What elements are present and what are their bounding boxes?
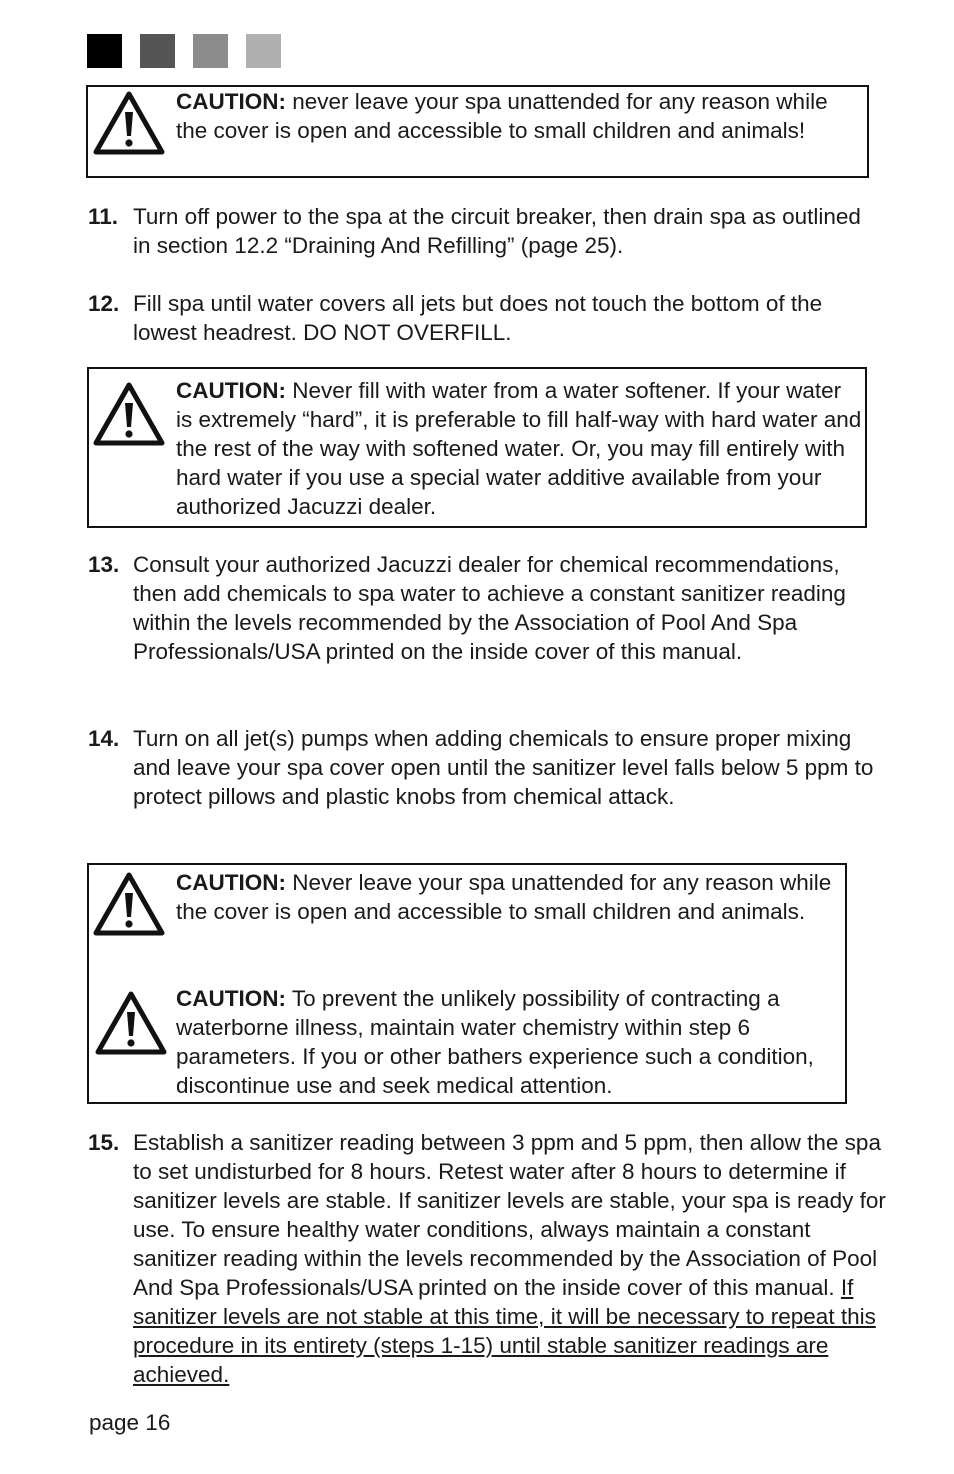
step-number: 12. bbox=[88, 291, 120, 316]
warning-triangle-icon bbox=[92, 381, 166, 447]
header-square-2 bbox=[140, 34, 175, 68]
header-square-3 bbox=[193, 34, 228, 68]
step-number: 11. bbox=[88, 204, 119, 229]
step-12 bbox=[88, 289, 878, 347]
warning-triangle-icon bbox=[92, 871, 166, 937]
step-number: 13. bbox=[88, 552, 120, 577]
step-text: Fill spa until water covers all jets but does not touch the bottom of the lowest headrest. DO NOT OVERFILL. bbox=[133, 291, 823, 345]
caution-text-4: CAUTION: To prevent the unlikely possibility of contracting a waterborne illness, maintain water chemistry within step 6 parameters. If you or other bathers experience such a condition, discontinue use and seek medical attention. bbox=[176, 986, 814, 1098]
step-13 bbox=[88, 550, 878, 666]
step-text: Consult your authorized Jacuzzi dealer for chemical recommendations, then add chemicals to spa water to achieve a constant sanitizer reading within the levels recommended by the Association of Pool And Spa Professionals/USA printed on the inside cover of this manual. bbox=[133, 552, 846, 664]
caution-label: CAUTION: bbox=[176, 378, 286, 403]
caution-text-3: CAUTION: Never leave your spa unattended for any reason while the cover is open and accessible to small children and animals. bbox=[176, 870, 832, 924]
caution-label: CAUTION: bbox=[176, 870, 286, 895]
step-number: 15. bbox=[88, 1130, 120, 1155]
caution-text-2: CAUTION: Never fill with water from a water softener. If your water is extremely “hard”, it is preferable to fill half-way with hard water and the rest of the way with softened water. Or, you may fill entirely with hard water if you use a special water additive available from your authorized Jacuzzi dealer. bbox=[176, 378, 862, 519]
header-square-1 bbox=[87, 34, 122, 68]
step-text: Turn off power to the spa at the circuit breaker, then drain spa as outlined in section 12.2 “Draining And Refilling” (page 25). bbox=[133, 204, 861, 258]
page-number: page 16 bbox=[89, 1410, 171, 1435]
step-text: Turn on all jet(s) pumps when adding chemicals to ensure proper mixing and leave your spa cover open until the sanitizer level falls below 5 ppm to protect pillows and plastic knobs from chemical attack. bbox=[133, 726, 874, 809]
step-15 bbox=[88, 1128, 888, 1389]
step-11 bbox=[88, 202, 878, 260]
warning-triangle-icon bbox=[92, 90, 166, 156]
step-text: Establish a sanitizer reading between 3 ppm and 5 ppm, then allow the spa to set undisturbed for 8 hours. Retest water after 8 hours to determine if sanitizer levels are stable. If sanitizer levels are stable, your spa is ready for use. To ensure healthy water conditions, always maintain a constant sanitizer reading within the levels recommended by the Association of Pool And Spa Professionals/USA printed on the inside cover of this manual. If sanitizer levels are not stable at this time, it will be necessary to repeat this procedure in its entirety (steps 1-15) until stable sanitizer readings are achieved. bbox=[133, 1130, 886, 1387]
underlined-warning: If sanitizer levels are not stable at this time, it will be necessary to repeat this procedure in its entirety (steps 1-15) until stable sanitizer readings are achieved. bbox=[133, 1275, 876, 1387]
step-14 bbox=[88, 724, 878, 811]
caution-text-1: CAUTION: never leave your spa unattended for any reason while the cover is open and accessible to small children and animals! bbox=[176, 89, 828, 143]
step-number: 14. bbox=[88, 726, 120, 751]
caution-label: CAUTION: bbox=[176, 89, 286, 114]
caution-label: CAUTION: bbox=[176, 986, 286, 1011]
warning-triangle-icon bbox=[94, 990, 168, 1056]
header-square-4 bbox=[246, 34, 281, 68]
